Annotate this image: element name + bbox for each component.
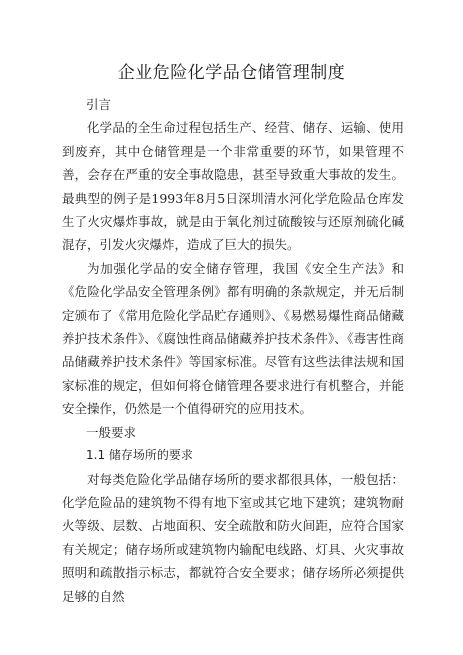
intro-heading: 引言 xyxy=(86,97,112,112)
intro-paragraph-2: 为加强化学品的安全储存管理，我国《安全生产法》和《危险化学品安全管理条例》都有明确的条款规定，并无后制定颁布了《常用危险化学品贮存通则》、《易燃易爆性商品储藏养护技术条件》、《腐蚀性商品储藏养护技术条件》、《毒害性商品储藏养护技术条件》等国家标准。尽管有这些法律法规和国家标准的规定，但如何将仓储管理各要求进行有机整合，并能安全操作，仍然是一个值得研究的应用技术。 xyxy=(62,260,404,417)
intro-paragraph-1: 化学品的全生命过程包括生产、经营、储存、运输、使用到废弃，其中仓储管理是一个非常重要的环节，如果管理不善，会存在严重的安全事故隐患，甚至导致重大事故的发生。最典型的例子是1993年8月5日深圳清水河化学危险品仓库发生了火灾爆炸事故，就是由于氧化剂过硫酸铵与还原剂硫化碱混存，引发火灾爆炸，造成了巨大的损失。 xyxy=(62,120,404,253)
document-body xyxy=(62,93,404,608)
subsection-paragraph: 对每类危险化学品储存场所的要求都很具体，一般包括：化学危险品的建筑物不得有地下室或其它地下建筑；建筑物耐火等级、层数、占地面积、安全疏散和防火间距，应符合国家有关规定；储存场所或建筑物内输配电线路、灯具、火灾事故照明和疏散指示标志，都就符合安全要求；储存场所必须提供足够的自然 xyxy=(62,471,404,604)
section-heading: 一般要求 xyxy=(86,424,137,440)
subsection-heading: 1.1 储存场所的要求 xyxy=(86,448,193,463)
document-title: 企业危险化学品仓储管理制度 xyxy=(117,63,346,83)
